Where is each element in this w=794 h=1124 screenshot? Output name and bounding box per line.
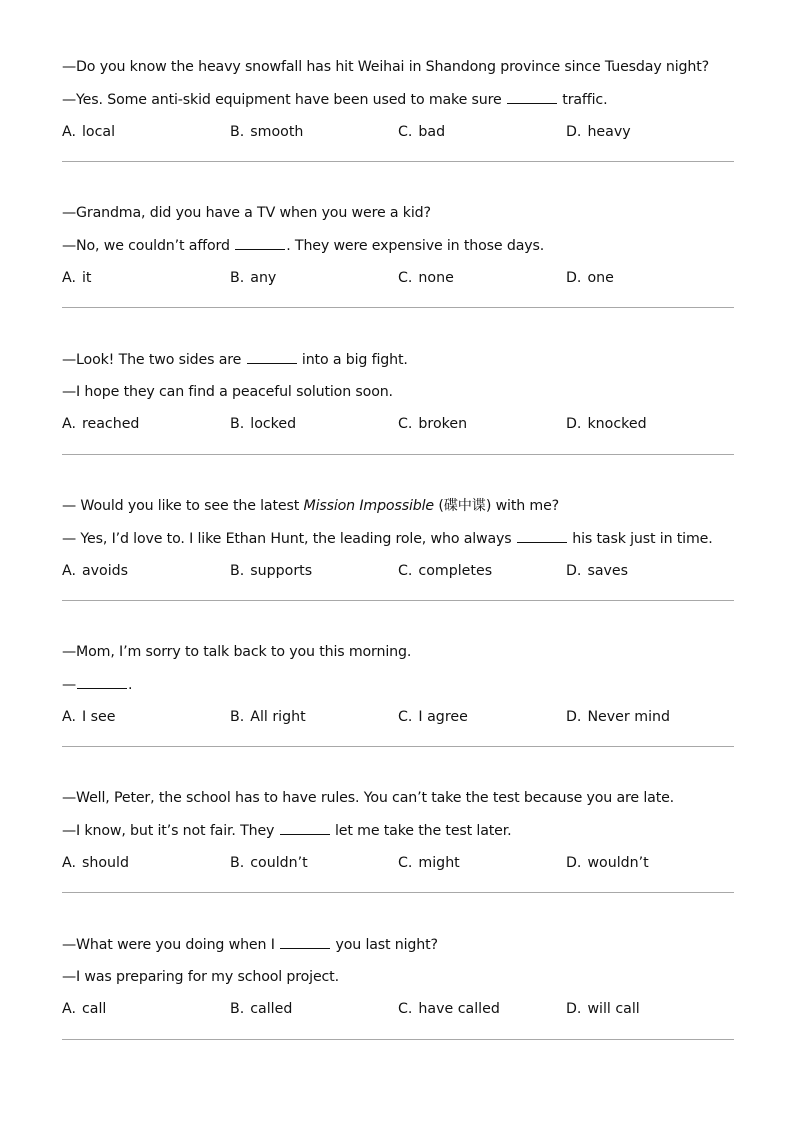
option-c[interactable]: C. have called [398,1001,500,1017]
question-5-options [62,707,734,727]
option-a[interactable]: A. I see [62,709,116,725]
question-4-options [62,561,734,581]
option-d[interactable]: D. knocked [566,416,647,432]
divider [62,600,734,601]
question-5-line-2: — . [62,674,734,695]
option-c[interactable]: C. I agree [398,709,468,725]
option-a[interactable]: A. should [62,855,129,871]
answer-blank [247,349,297,364]
option-b[interactable]: B. locked [230,416,297,432]
question-2 [62,203,734,288]
question-7 [62,934,734,1019]
answer-blank [235,235,285,250]
answer-blank [507,89,557,104]
question-3-line-2: —I hope they can find a peaceful solution soon. [62,384,393,400]
divider [62,307,734,308]
question-2-line-2: —No, we couldn’t afford . They were expensive in those days. [62,235,734,256]
option-c[interactable]: C. completes [398,563,493,579]
question-1 [62,57,734,142]
answer-blank [280,934,330,949]
option-a[interactable]: A. avoids [62,563,129,579]
option-a[interactable]: A. call [62,1001,107,1017]
option-d[interactable]: D. heavy [566,124,631,140]
question-6 [62,788,734,873]
option-d[interactable]: D. Never mind [566,709,671,725]
question-6-options [62,853,734,873]
question-2-line-1: —Grandma, did you have a TV when you were a kid? [62,205,431,221]
divider [62,161,734,162]
option-b[interactable]: B. called [230,1001,293,1017]
question-2-options [62,268,734,288]
option-a[interactable]: A. reached [62,416,140,432]
option-c[interactable]: C. none [398,270,454,286]
answer-blank [77,674,127,689]
option-d[interactable]: D. saves [566,563,629,579]
option-d[interactable]: D. wouldn’t [566,855,649,871]
question-3 [62,349,734,434]
question-6-line-1: —Well, Peter, the school has to have rules. You can’t take the test because you are late. [62,790,675,806]
question-5 [62,642,734,727]
option-b[interactable]: B. supports [230,563,313,579]
option-b[interactable]: B. smooth [230,124,304,140]
question-1-line-1: —Do you know the heavy snowfall has hit Weihai in Shandong province since Tuesday night? [62,59,710,75]
divider [62,892,734,893]
question-4 [62,496,734,581]
question-7-line-2: —I was preparing for my school project. [62,969,339,985]
question-1-line-2: —Yes. Some anti-skid equipment have been used to make sure traffic. [62,89,734,110]
movie-title: Mission Impossible [303,498,434,514]
option-b[interactable]: B. any [230,270,277,286]
option-d[interactable]: D. will call [566,1001,640,1017]
option-a[interactable]: A. local [62,124,116,140]
question-3-line-1: —Look! The two sides are into a big fight. [62,349,734,370]
option-b[interactable]: B. All right [230,709,306,725]
option-c[interactable]: C. might [398,855,460,871]
question-7-options [62,999,734,1019]
question-6-line-2: —I know, but it’s not fair. They let me take the test later. [62,820,734,841]
question-1-options [62,122,734,142]
question-7-line-1: —What were you doing when I you last night? [62,934,734,955]
divider [62,746,734,747]
divider [62,1039,734,1040]
answer-blank [517,528,567,543]
question-4-line-1: — Would you like to see the latest Mission Impossible (碟中谍) with me? [62,498,560,514]
question-5-line-1: —Mom, I’m sorry to talk back to you this morning. [62,644,412,660]
answer-blank [280,820,330,835]
option-a[interactable]: A. it [62,270,92,286]
divider [62,454,734,455]
option-c[interactable]: C. bad [398,124,446,140]
option-b[interactable]: B. couldn’t [230,855,308,871]
option-d[interactable]: D. one [566,270,614,286]
question-4-line-2: — Yes, I’d love to. I like Ethan Hunt, the leading role, who always his task just in time. [62,528,734,549]
question-3-options [62,414,734,434]
option-c[interactable]: C. broken [398,416,468,432]
